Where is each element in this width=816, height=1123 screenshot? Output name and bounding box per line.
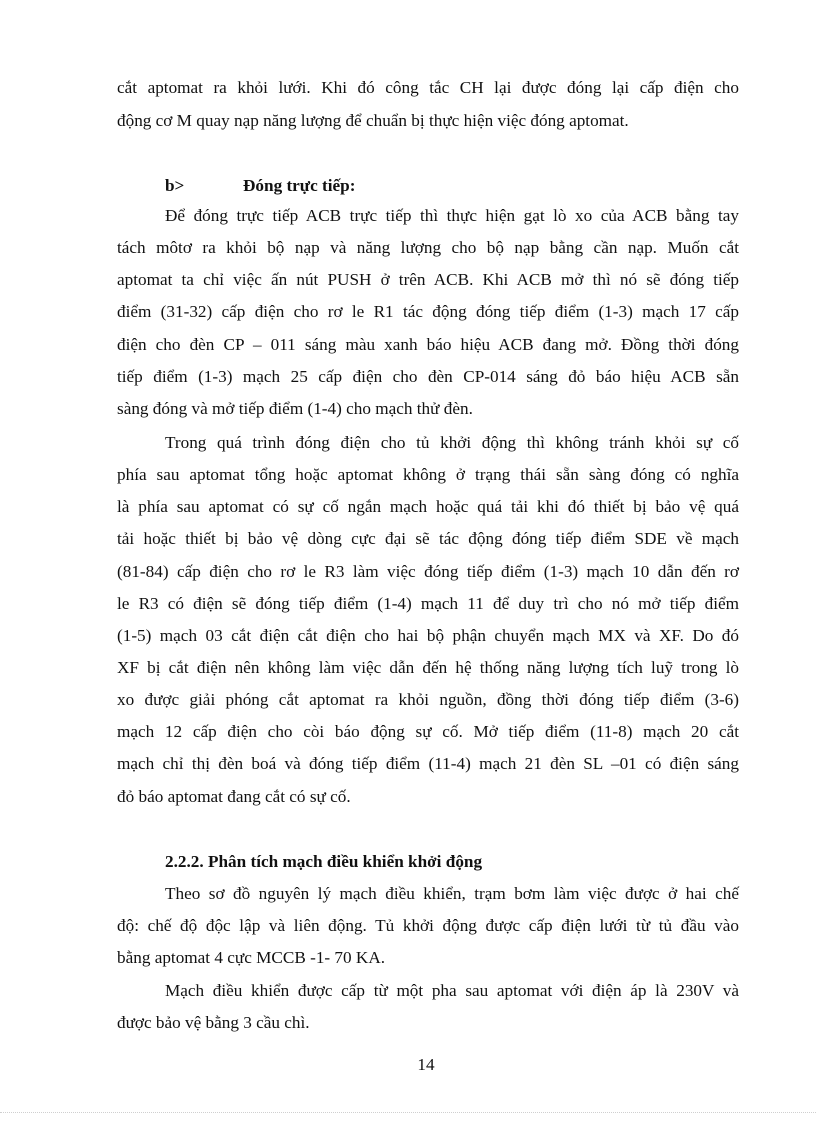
text-line: tiếp điểm (1-3) mạch 25 cấp điện cho đèn CP-014 sáng đỏ báo hiệu ACB sẵn (117, 367, 739, 386)
text-line: độ: chế độ độc lập và liên động. Tủ khởi động được cấp điện lưới từ tủ đầu vào (117, 916, 739, 935)
section-label: b> (165, 176, 185, 195)
text-line: Trong quá trình đóng điện cho tủ khởi động thì không tránh khỏi sự cố (165, 433, 739, 452)
section-title: Đóng trực tiếp: (243, 176, 356, 195)
text-line: bằng aptomat 4 cực MCCB -1- 70 KA. (117, 948, 386, 967)
text-line: điểm (31-32) cấp điện cho rơ le R1 tác động đóng tiếp điểm (1-3) mạch 17 cấp (117, 302, 739, 321)
text-line: Theo sơ đồ nguyên lý mạch điều khiển, trạm bơm làm việc được ở hai chế (165, 884, 739, 903)
text-line: Mạch điều khiển được cấp từ một pha sau aptomat với điện áp là 230V và (165, 981, 739, 1000)
text-line: le R3 có điện sẽ đóng tiếp điểm (1-4) mạch 11 để duy trì cho nó mở tiếp điểm (117, 594, 739, 613)
text-line: mạch chỉ thị đèn boá và đóng tiếp điểm (11-4) mạch 21 đèn SL –01 có điện sáng (117, 754, 739, 773)
text-line: đỏ báo aptomat đang cắt có sự cố. (117, 787, 351, 806)
page-number: 14 (417, 1055, 435, 1074)
text-line: là phía sau aptomat có sự cố ngắn mạch hoặc quá tải khi đó thiết bị bảo vệ quá (117, 497, 739, 516)
section-heading: 2.2.2. Phân tích mạch điều khiển khởi động (165, 852, 483, 871)
text-line: được bảo vệ bằng 3 cầu chì. (117, 1013, 310, 1032)
text-line: mạch 12 cấp điện cho còi báo động sự cố. Mở tiếp điểm (11-8) mạch 20 cắt (117, 722, 739, 741)
page-bottom-divider (0, 1112, 816, 1113)
text-line: xo được giải phóng cắt aptomat ra khỏi nguồn, đồng thời đóng tiếp điểm (3-6) (117, 690, 739, 709)
text-line: (81-84) cấp điện cho rơ le R3 làm việc đóng tiếp điểm (1-3) mạch 10 dẫn đến rơ (117, 562, 739, 581)
text-line: phía sau aptomat tổng hoặc aptomat không ở trạng thái sẵn sàng đóng có nghĩa (117, 465, 739, 484)
text-line: (1-5) mạch 03 cắt điện cắt điện cho hai bộ phận chuyển mạch MX và XF. Do đó (117, 626, 739, 645)
text-line: cắt aptomat ra khỏi lưới. Khi đó công tắc CH lại được đóng lại cấp điện cho (117, 78, 739, 97)
text-line: Để đóng trực tiếp ACB trực tiếp thì thực hiện gạt lò xo của ACB bằng tay (165, 206, 739, 225)
text-line: tách môtơ ra khỏi bộ nạp và năng lượng cho bộ nạp bằng cần nạp. Muốn cắt (117, 238, 739, 257)
text-line: tải hoặc thiết bị bảo vệ dòng cực đại sẽ tác động đóng tiếp điểm SDE về mạch (117, 529, 739, 548)
text-line: sàng đóng và mở tiếp điểm (1-4) cho mạch thử đèn. (117, 399, 473, 418)
text-line: aptomat ta chỉ việc ấn nút PUSH ở trên ACB. Khi ACB mở thì nó sẽ đóng tiếp (117, 270, 739, 289)
text-line: điện cho đèn CP – 011 sáng màu xanh báo hiệu ACB đang mở. Đồng thời đóng (117, 335, 739, 354)
text-line: XF bị cắt điện nên không làm việc dẫn đến hệ thống năng lượng tích luỹ trong lò (117, 658, 739, 677)
text-line: động cơ M quay nạp năng lượng để chuẩn bị thực hiện việc đóng aptomat. (117, 111, 629, 130)
